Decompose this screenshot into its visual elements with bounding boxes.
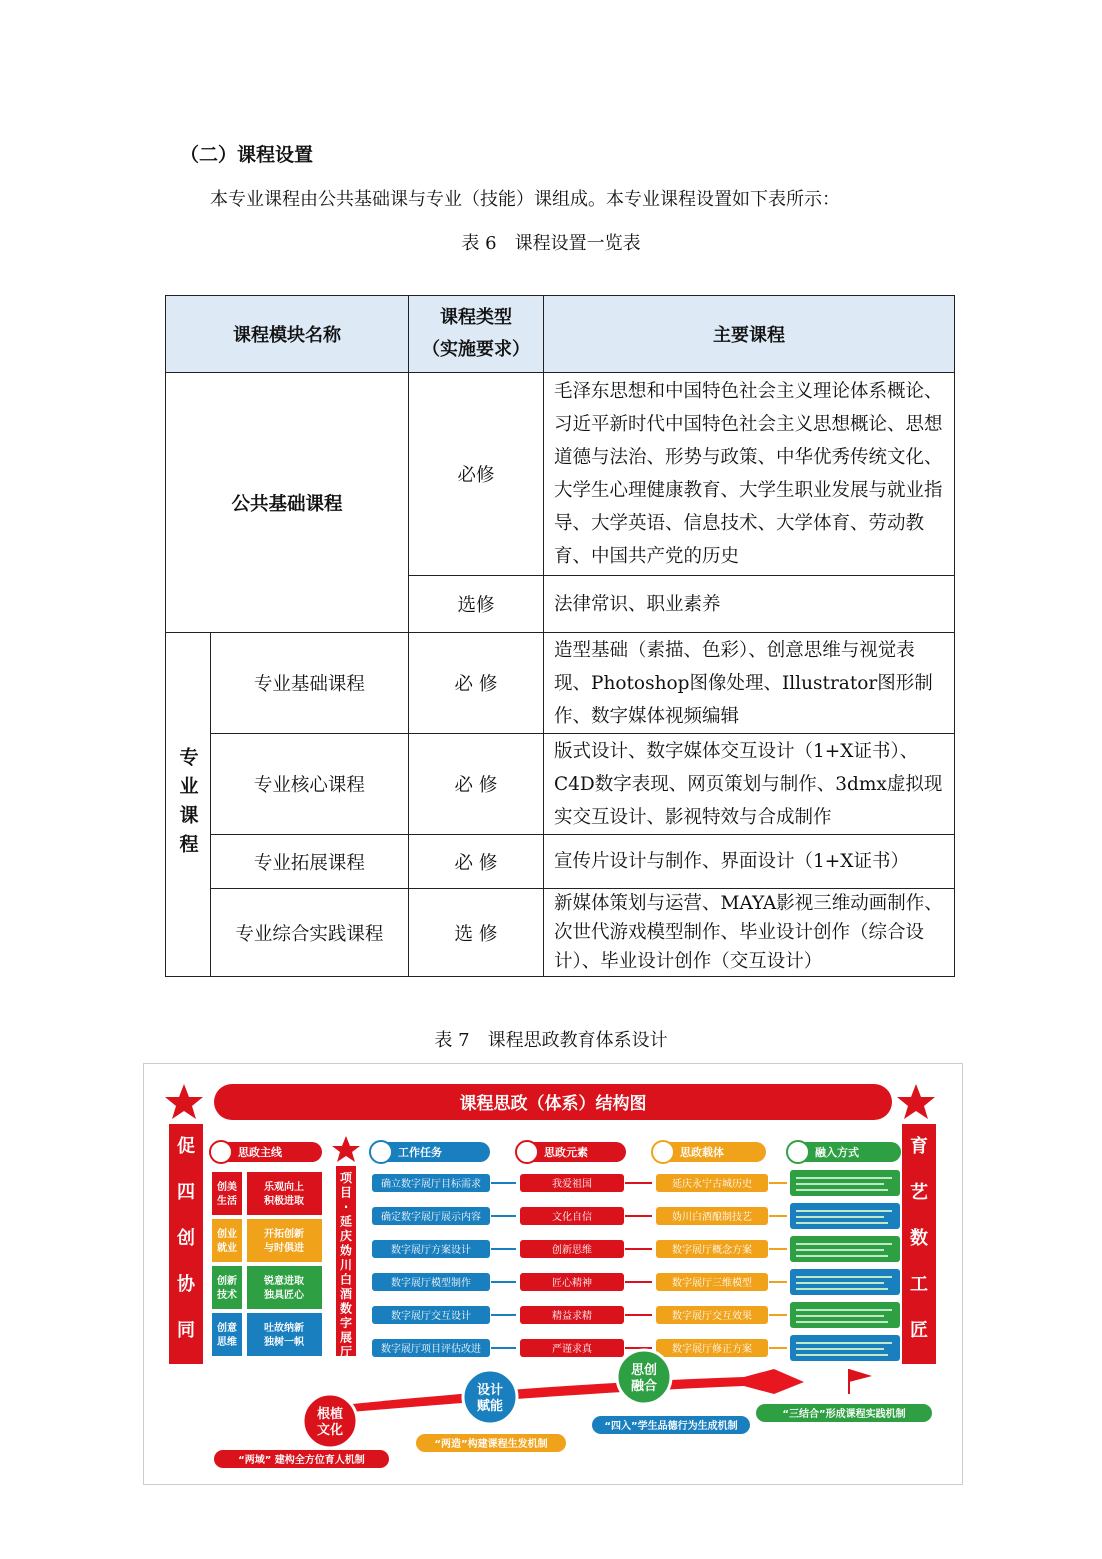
bottom-circle-label-2: 赋能 bbox=[476, 1399, 504, 1414]
mainline-left-block bbox=[212, 1219, 242, 1262]
left-banner-label: 促四创协同 bbox=[177, 1136, 195, 1341]
header-type-line2: （实施要求） bbox=[422, 339, 530, 360]
carrier-label: 数字展厅三维模型 bbox=[672, 1278, 752, 1289]
column-header-label: 思政载体 bbox=[680, 1146, 724, 1159]
mainline-right-label-1: 锐意进取 bbox=[264, 1276, 304, 1287]
major-row-courses: 版式设计、数字媒体交互设计（1+X证书）、C4D数字表现、网页策划与制作、3dmx虚拟现实交互设计、影视特效与合成制作 bbox=[544, 734, 955, 835]
column-header-icon bbox=[370, 1141, 392, 1163]
bottom-circle-label-1: 设计 bbox=[476, 1383, 504, 1398]
bottom-section bbox=[214, 1350, 932, 1468]
curriculum-structure-diagram bbox=[143, 1063, 963, 1485]
bottom-circle-label-2: 融合 bbox=[630, 1379, 658, 1394]
element-label: 文化自信 bbox=[552, 1212, 592, 1223]
column-header-label: 思政元素 bbox=[544, 1146, 588, 1159]
header-type-line1: 课程类型 bbox=[440, 307, 512, 328]
mainline-right-label-1: 开拓创新 bbox=[264, 1229, 304, 1240]
course-table bbox=[165, 295, 955, 977]
header-main: 主要课程 bbox=[544, 296, 955, 373]
public-module-name: 公共基础课程 bbox=[166, 373, 409, 633]
task-rows bbox=[372, 1170, 900, 1361]
carrier-label: 延庆永宁古城历史 bbox=[672, 1179, 752, 1190]
column-header-label: 工作任务 bbox=[398, 1146, 442, 1159]
mainline-left-label-2: 就业 bbox=[217, 1243, 237, 1254]
mainline-right-block bbox=[247, 1313, 322, 1356]
carrier-label: 数字展厅交互效果 bbox=[672, 1311, 752, 1322]
mainline-right-label-1: 吐故纳新 bbox=[264, 1323, 304, 1334]
column-header-label: 思政主线 bbox=[238, 1146, 282, 1159]
task-label: 数字展厅方案设计 bbox=[391, 1245, 471, 1256]
mainline-right-label-2: 独树一帜 bbox=[264, 1337, 304, 1348]
element-label: 精益求精 bbox=[552, 1311, 592, 1322]
mainline-left-block bbox=[212, 1266, 242, 1309]
column-headers bbox=[210, 1141, 901, 1163]
mainline-right-label-2: 与时俱进 bbox=[264, 1243, 304, 1254]
mainline-left-label-1: 创新 bbox=[217, 1276, 237, 1287]
element-label: 创新思维 bbox=[552, 1245, 592, 1256]
major-module-name bbox=[166, 633, 211, 977]
major-module-name-text: 专业课程 bbox=[176, 746, 199, 863]
table-row bbox=[166, 734, 955, 835]
star-icon bbox=[165, 1084, 203, 1119]
element-label: 匠心精神 bbox=[552, 1278, 592, 1289]
bottom-label: “四入”学生品德行为生成机制 bbox=[604, 1421, 738, 1432]
diagram-title: 课程思政（体系）结构图 bbox=[459, 1094, 647, 1114]
mainline-right-block bbox=[247, 1266, 322, 1309]
table-row bbox=[166, 835, 955, 889]
mainline-blocks bbox=[212, 1172, 322, 1356]
intro-paragraph: 本专业课程由公共基础课与专业（技能）课组成。本专业课程设置如下表所示： bbox=[210, 189, 840, 210]
major-row-courses: 新媒体策划与运营、MAYA影视三维动画制作、次世代游戏模型制作、毕业设计创作（综合设计）、毕业设计创作（交互设计） bbox=[544, 889, 955, 977]
table-header-row bbox=[166, 296, 955, 373]
major-row-courses: 宣传片设计与制作、界面设计（1+X证书） bbox=[544, 835, 955, 889]
major-row-name: 专业核心课程 bbox=[210, 734, 408, 835]
mainline-left-label-1: 创意 bbox=[217, 1323, 237, 1334]
element-label: 我爱祖国 bbox=[552, 1179, 592, 1190]
column-header-icon bbox=[652, 1141, 674, 1163]
task-label: 确定数字展厅展示内容 bbox=[381, 1212, 481, 1223]
carrier-label: 数字展厅修正方案 bbox=[672, 1344, 752, 1355]
bottom-circle-label-1: 思创 bbox=[630, 1363, 658, 1378]
element-label: 严谨求真 bbox=[552, 1344, 592, 1355]
column-header-icon bbox=[787, 1141, 809, 1163]
table-row bbox=[166, 889, 955, 977]
bottom-circle-label-1: 根植 bbox=[316, 1407, 344, 1422]
bottom-label: “两造”构建课程生发机制 bbox=[434, 1439, 548, 1450]
right-banner-label: 育艺数工匠 bbox=[910, 1136, 928, 1341]
star-icon bbox=[897, 1084, 935, 1119]
column-header-icon bbox=[516, 1141, 538, 1163]
table7-caption: 表 7 课程思政教育体系设计 bbox=[434, 1030, 668, 1051]
task-label: 数字展厅交互设计 bbox=[391, 1311, 471, 1322]
public-required-courses: 毛泽东思想和中国特色社会主义理论体系概论、习近平新时代中国特色社会主义思想概论、思想道德与法治、形势与政策、中华优秀传统文化、大学生心理健康教育、大学生职业发展与就业指导、大学英语、信息技术、大学体育、劳动教育、中国共产党的历史 bbox=[544, 373, 955, 576]
mainline-right-label-1: 乐观向上 bbox=[264, 1182, 304, 1193]
major-row-courses: 造型基础（素描、色彩）、创意思维与视觉表现、Photoshop图像处理、Illustrator图形制作、数字媒体视频编辑 bbox=[544, 633, 955, 734]
major-row-type: 必 修 bbox=[409, 633, 544, 734]
project-banner-text bbox=[339, 1170, 353, 1359]
star-icon bbox=[332, 1136, 360, 1162]
mainline-left-label-1: 创业 bbox=[217, 1229, 237, 1240]
project-banner-label: 项目·延庆妫川白酒数字展厅 bbox=[339, 1171, 353, 1359]
major-row-name: 专业综合实践课程 bbox=[210, 889, 408, 977]
mainline-left-label-2: 生活 bbox=[217, 1196, 237, 1207]
major-row-type: 选 修 bbox=[409, 889, 544, 977]
mainline-right-label-2: 独具匠心 bbox=[264, 1290, 304, 1301]
bottom-circle-label-2: 文化 bbox=[316, 1423, 344, 1438]
mainline-left-block bbox=[212, 1313, 242, 1356]
carrier-label: 妫川白酒酿制技艺 bbox=[672, 1212, 752, 1223]
major-row-name: 专业拓展课程 bbox=[210, 835, 408, 889]
task-label: 数字展厅模型制作 bbox=[391, 1278, 471, 1289]
mainline-right-label-2: 积极进取 bbox=[264, 1196, 304, 1207]
mainline-right-block bbox=[247, 1172, 322, 1215]
flag-icon bbox=[849, 1369, 872, 1382]
carrier-label: 数字展厅概念方案 bbox=[672, 1245, 752, 1256]
header-type bbox=[409, 296, 544, 373]
mainline-left-label-2: 思维 bbox=[217, 1337, 237, 1348]
major-row-name: 专业基础课程 bbox=[210, 633, 408, 734]
mainline-left-label-1: 创美 bbox=[217, 1182, 237, 1193]
table-row bbox=[166, 373, 955, 576]
column-header-label: 融入方式 bbox=[815, 1146, 859, 1159]
major-row-type: 必 修 bbox=[409, 835, 544, 889]
mainline-left-label-2: 技术 bbox=[217, 1290, 237, 1301]
task-label: 数字展厅项目评估改进 bbox=[381, 1344, 481, 1355]
public-elective-type: 选修 bbox=[409, 576, 544, 633]
mainline-left-block bbox=[212, 1172, 242, 1215]
table-row bbox=[166, 633, 955, 734]
header-module: 课程模块名称 bbox=[166, 296, 409, 373]
mainline-right-block bbox=[247, 1219, 322, 1262]
column-header-icon bbox=[210, 1141, 232, 1163]
task-label: 确立数字展厅目标需求 bbox=[381, 1179, 481, 1190]
bottom-label: “三结合”形成课程实践机制 bbox=[782, 1409, 906, 1420]
table6-caption: 表 6 课程设置一览表 bbox=[461, 233, 641, 254]
arrow-shape bbox=[304, 1369, 804, 1416]
public-elective-courses: 法律常识、职业素养 bbox=[544, 576, 955, 633]
diagram-svg bbox=[144, 1064, 962, 1484]
section-title: （二）课程设置 bbox=[180, 144, 314, 166]
major-row-type: 必 修 bbox=[409, 734, 544, 835]
bottom-label: “两域” 建构全方位育人机制 bbox=[238, 1455, 365, 1466]
public-required-type: 必修 bbox=[409, 373, 544, 576]
